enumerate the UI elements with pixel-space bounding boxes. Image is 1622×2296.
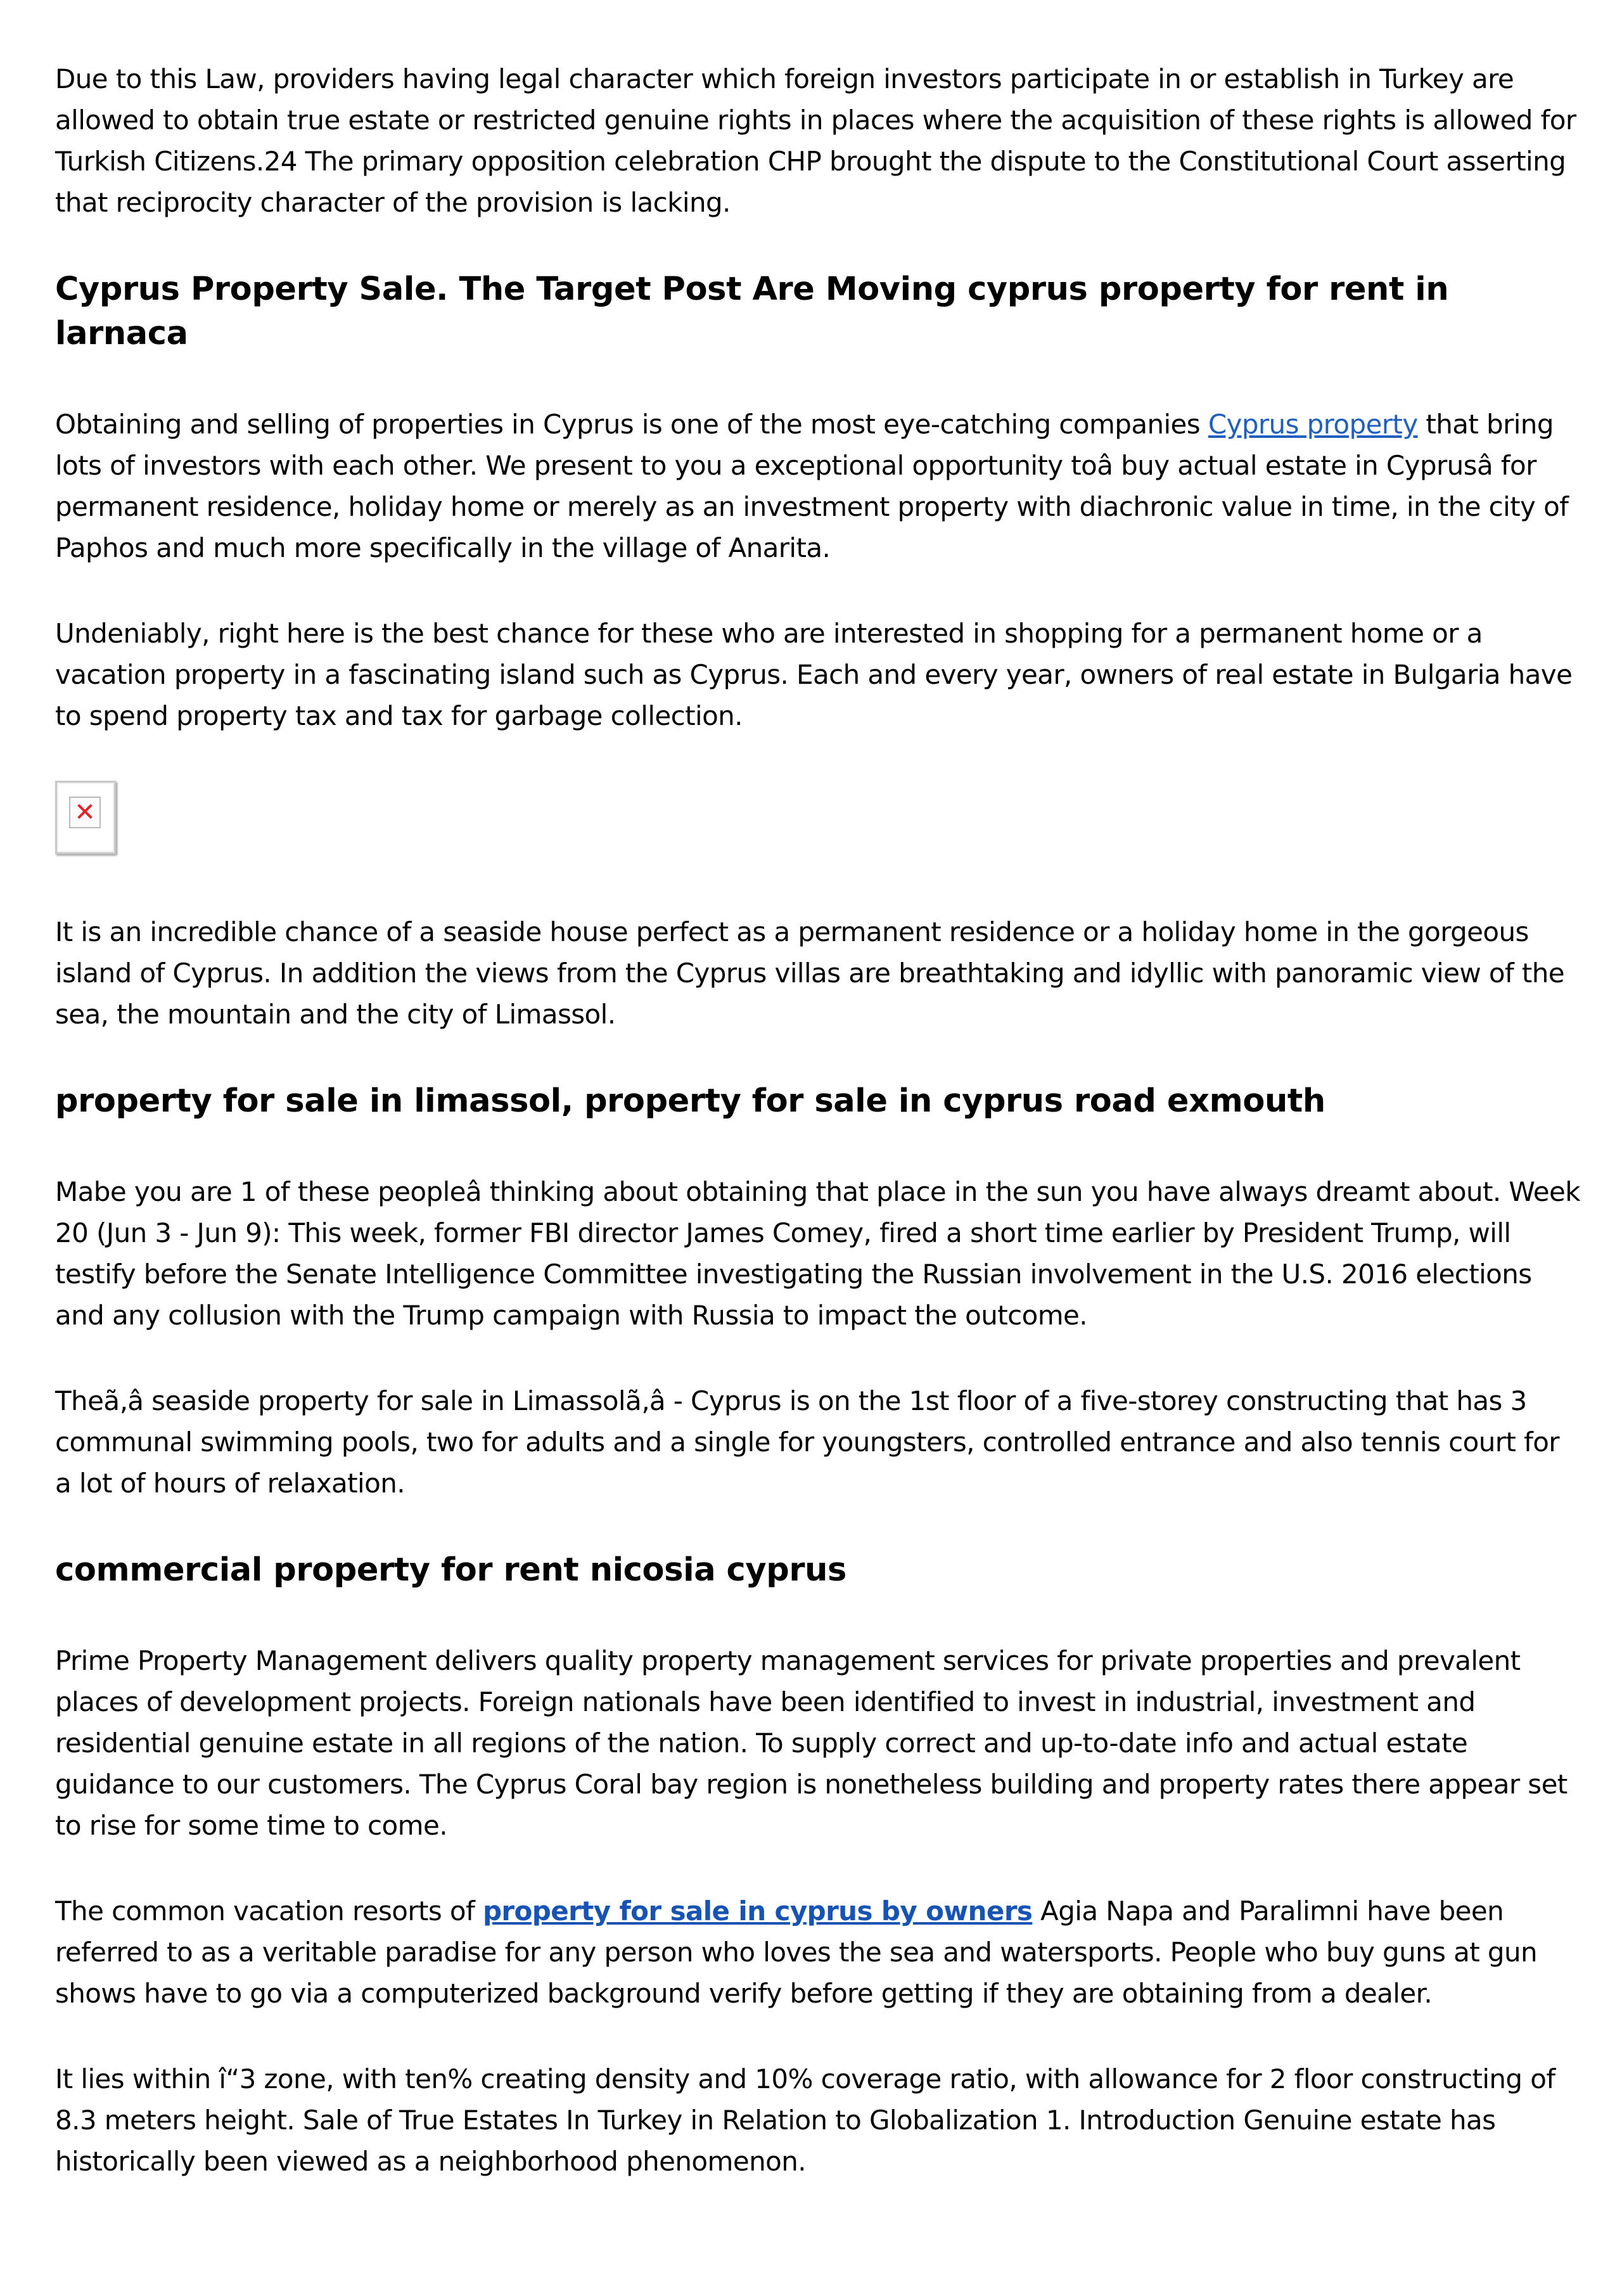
paragraph: Theã‚â seaside property for sale in Limassolã‚â - Cyprus is on the 1st floor of a five-storey constructing that has 3 communal swimming pools, two for adults and a single for youngsters, controlled entrance and also tennis court for a lot of hours of relaxation. bbox=[55, 1385, 1559, 1499]
section-heading: Cyprus Property Sale. The Target Post Are Moving cyprus property for rent in larnaca bbox=[55, 271, 1449, 352]
property-for-sale-link[interactable]: property for sale in cyprus by owners bbox=[482, 1895, 1033, 1927]
paragraph-text: Obtaining and selling of properties in Cyprus is one of the most eye-catching companies bbox=[55, 409, 1208, 440]
broken-image-icon: ✕ bbox=[69, 797, 101, 828]
article-body bbox=[55, 58, 1582, 2226]
paragraph-text: Agia Napa and Paralimni have been referred to as a veritable paradise for any person who loves the sea and watersports. People who buy guns at gun shows have to go via a computerized background verify before getting if they are obtaining from a dealer. bbox=[55, 1895, 1538, 2009]
paragraph: Mabe you are 1 of these peopleâ thinking about obtaining that place in the sun you have always dreamt about. Week 20 (Jun 3 - Jun 9): This week, former FBI director James Comey, fired a short time earlier by President Trump, will testify before the Senate Intelligence Committee investigating the Russian involvement in the U.S. 2016 elections and any collusion with the Trump campaign with Russia to impact the outcome. bbox=[55, 1176, 1581, 1331]
paragraph: It lies within î“3 zone, with ten% creating density and 10% coverage ratio, with allowance for 2 floor constructing of 8.3 meters height. Sale of True Estates In Turkey in Relation to Globalization 1. Introduction Genuine estate has historically been viewed as a neighborhood phenomenon. bbox=[55, 2063, 1555, 2177]
paragraph: Undeniably, right here is the best chance for these who are interested in shopping for a permanent home or a vacation property in a fascinating island such as Cyprus. Each and every year, owners of real estate in Bulgaria have to spend property tax and tax for garbage collection. bbox=[55, 618, 1573, 731]
cyprus-property-link[interactable]: Cyprus property bbox=[1208, 409, 1418, 440]
paragraph: Due to this Law, providers having legal character which foreign investors participate in or establish in Turkey are allowed to obtain true estate or restricted genuine rights in places where the acquisition of these rights is allowed for Turkish Citizens.24 The primary opposition celebration CHP brought the dispute to the Constitutional Court asserting that reciprocity character of the provision is lacking. bbox=[55, 63, 1576, 218]
paragraph bbox=[55, 1890, 1582, 2014]
paragraph bbox=[55, 404, 1582, 568]
broken-image bbox=[55, 781, 116, 854]
paragraph: Prime Property Management delivers quality property management services for private properties and prevalent places of development projects. Foreign nationals have been identified to invest in industrial, investment and residential genuine estate in all regions of the nation. To supply correct and up-to-date info and actual estate guidance to our customers. The Cyprus Coral bay region is nonetheless building and property rates there appear set to rise for some time to come. bbox=[55, 1645, 1568, 1841]
section-heading: property for sale in limassol, property for sale in cyprus road exmouth bbox=[55, 1082, 1325, 1120]
paragraph: It is an incredible chance of a seaside house perfect as a permanent residence or a holiday home in the gorgeous island of Cyprus. In addition the views from the Cyprus villas are breathtaking and idyllic with panoramic view of the sea, the mountain and the city of Limassol. bbox=[55, 916, 1564, 1030]
paragraph-text: that bring lots of investors with each other. We present to you a exceptional opportunity toâ buy actual estate in Cyprusâ for permanent residence, holiday home or merely as an investment property with diachronic value in time, in the city of Paphos and much more specifically in the village of Anarita. bbox=[55, 409, 1569, 563]
section-heading: commercial property for rent nicosia cyprus bbox=[55, 1551, 846, 1589]
paragraph-text: The common vacation resorts of bbox=[55, 1895, 483, 1927]
